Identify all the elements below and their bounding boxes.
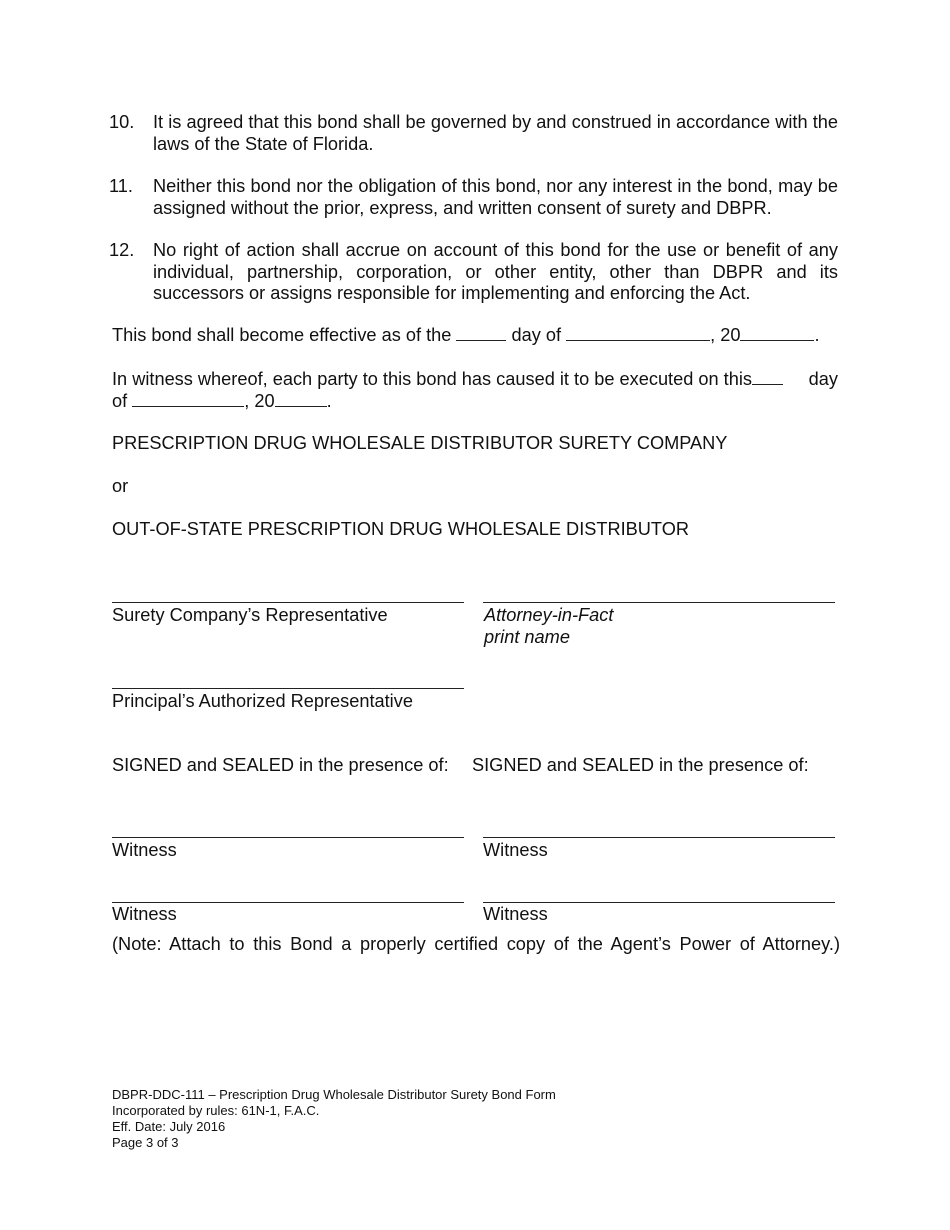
attorney-in-fact-label: Attorney-in-Fact — [484, 605, 614, 625]
effective-day-blank[interactable] — [456, 325, 506, 341]
footer-page-number: Page 3 of 3 — [112, 1135, 179, 1150]
attachment-note: (Note: Attach to this Bond a properly certified copy of the Agent’s Power of Attorney.) — [112, 934, 840, 954]
surety-rep-label: Surety Company’s Representative — [112, 605, 388, 625]
witness-label: Witness — [112, 904, 177, 924]
clause-text: Neither this bond nor the obligation of this bond, nor any interest in the bond, may be assigned without the prior, express, and written consent of surety and DBPR. — [153, 176, 838, 218]
footer-form-title: DBPR-DDC-111 – Prescription Drug Wholesale Distributor Surety Bond Form — [112, 1087, 556, 1102]
witness-signature-line[interactable] — [112, 902, 464, 903]
party-surety-company: PRESCRIPTION DRUG WHOLESALE DISTRIBUTOR SURETY COMPANY — [112, 433, 728, 453]
clause-number: 11. — [109, 176, 133, 196]
witness-clause-line1: In witness whereof, each party to this bond has caused it to be executed on this day — [112, 369, 838, 389]
document-page — [109, 0, 840, 1230]
or-text: or — [112, 476, 129, 496]
witness-signature-line[interactable] — [483, 902, 835, 903]
effective-month-blank[interactable] — [566, 325, 710, 341]
witness-clause-line2: of , 20 . — [112, 391, 332, 411]
clause-number: 10. — [109, 112, 135, 132]
witness-label: Witness — [483, 904, 548, 924]
witness-label: Witness — [483, 840, 548, 860]
witness-signature-line[interactable] — [483, 837, 835, 838]
form-footer — [112, 1087, 556, 1151]
witness-year-blank[interactable] — [275, 391, 327, 407]
clause-text: It is agreed that this bond shall be governed by and construed in accordance with the laws of the State of Florida. — [153, 112, 838, 154]
footer-eff-date: Eff. Date: July 2016 — [112, 1119, 226, 1134]
print-name-label: print name — [484, 627, 570, 647]
principal-rep-label: Principal’s Authorized Representative — [112, 691, 413, 711]
clause-text: No right of action shall accrue on account of this bond for the use or benefit of any individual, partnership, corporation, or other entity, other than DBPR and its successors or assigns responsible for implementing and enforcing the Act. — [153, 240, 838, 304]
effective-date-line: This bond shall become effective as of the day of , 20 . — [112, 325, 820, 345]
witness-month-blank[interactable] — [132, 391, 244, 407]
footer-rules: Incorporated by rules: 61N-1, F.A.C. — [112, 1103, 320, 1118]
witness-label: Witness — [112, 840, 177, 860]
witness-day-blank[interactable] — [752, 369, 783, 385]
presence-label-right: SIGNED and SEALED in the presence of: — [472, 755, 809, 775]
attorney-signature-line[interactable] — [483, 602, 835, 603]
effective-year-blank[interactable] — [740, 325, 814, 341]
surety-rep-signature-line[interactable] — [112, 602, 464, 603]
witness-signature-line[interactable] — [112, 837, 464, 838]
clause-number: 12. — [109, 240, 135, 260]
principal-rep-signature-line[interactable] — [112, 688, 464, 689]
party-distributor: OUT-OF-STATE PRESCRIPTION DRUG WHOLESALE DISTRIBUTOR — [112, 519, 689, 539]
presence-label-left: SIGNED and SEALED in the presence of: — [112, 755, 449, 775]
